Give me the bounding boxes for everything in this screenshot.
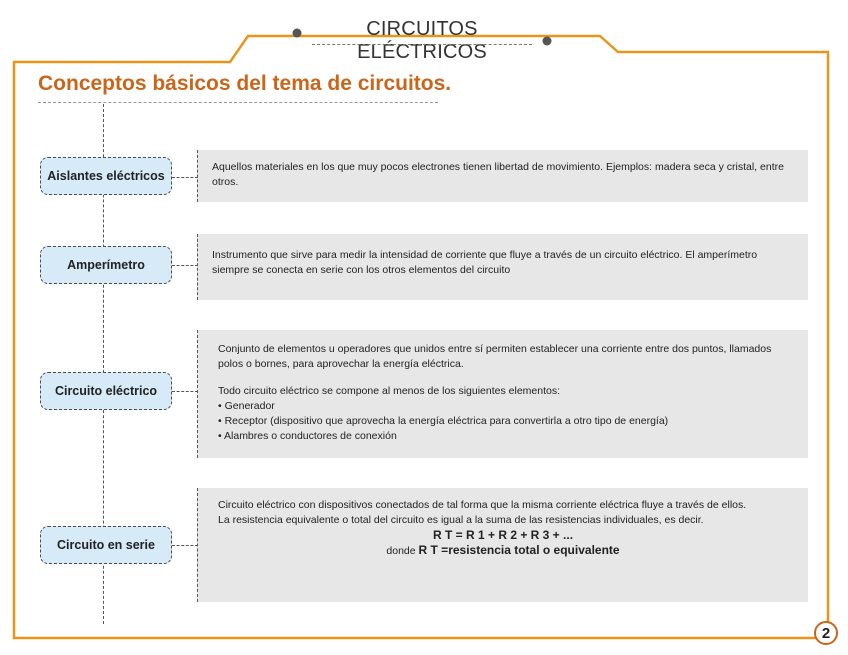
concept-amperimetro: Amperímetro (40, 246, 172, 284)
definition-line: Aquellos materiales en los que muy pocos electrones tienen libertad de movimiento. Ejemplos: madera seca y cristal, entre (212, 161, 784, 173)
definition-panel-aislantes (197, 150, 808, 202)
definition-panel-circuito-electrico (197, 330, 808, 458)
header-dot-left-icon (293, 29, 302, 38)
formula-legend-prefix: donde (386, 545, 416, 557)
formula: R T = R 1 + R 2 + R 3 + ... (432, 528, 574, 542)
page-title: Conceptos básicos del tema de circuitos. (38, 72, 452, 95)
concept-circuito-en-serie: Circuito en serie (40, 526, 172, 564)
connector-line (172, 177, 198, 178)
header-dot-right-icon (543, 37, 552, 46)
definition-panel-amperimetro (197, 234, 808, 300)
concept-circuito-electrico: Circuito eléctrico (40, 372, 172, 410)
connector-line (172, 545, 198, 546)
connector-line (172, 391, 198, 392)
definition-line: polos o bornes, para aprovechar la energía eléctrica. (218, 358, 464, 370)
definition-line: La resistencia equivalente o total del circuito es igual a la suma de las resistencias individuales, es decir. (218, 514, 704, 526)
header-underline (312, 44, 532, 45)
page-number: 2 (814, 621, 838, 645)
definition-line: Circuito eléctrico con dispositivos conectados de tal forma que la misma corriente eléctrica fluye a través de ellos. (218, 499, 747, 511)
definition-line: Instrumento que sirve para medir la intensidad de corriente que fluye a través de un circuito eléctrico. El amperímetro (212, 249, 758, 261)
concept-aislantes-electricos: Aislantes eléctricos (40, 157, 172, 195)
definition-panel-circuito-en-serie (197, 488, 808, 602)
bullet-item: • Receptor (dispositivo que aprovecha la energía eléctrica para convertirla a otro tipo de energía) (218, 415, 669, 427)
definition-line: Conjunto de elementos u operadores que unidos entre sí permiten establecer una corriente entre dos puntos, llamados (218, 343, 772, 355)
formula-legend (218, 543, 788, 559)
bullet-item: • Alambres o conductores de conexión (218, 430, 397, 442)
connector-line (172, 265, 198, 266)
definition-line: otros. (212, 176, 239, 188)
bullet-item: • Generador (218, 400, 275, 412)
definition-line: Todo circuito eléctrico se compone al menos de los siguientes elementos: (218, 385, 561, 397)
definition-line: siempre se conecta en serie con los otros elementos del circuito (212, 264, 511, 276)
header-title: CIRCUITOS ELÉCTRICOS (357, 18, 487, 63)
title-underline (38, 102, 438, 103)
formula-legend-text: R T =resistencia total o equivalente (418, 543, 620, 557)
